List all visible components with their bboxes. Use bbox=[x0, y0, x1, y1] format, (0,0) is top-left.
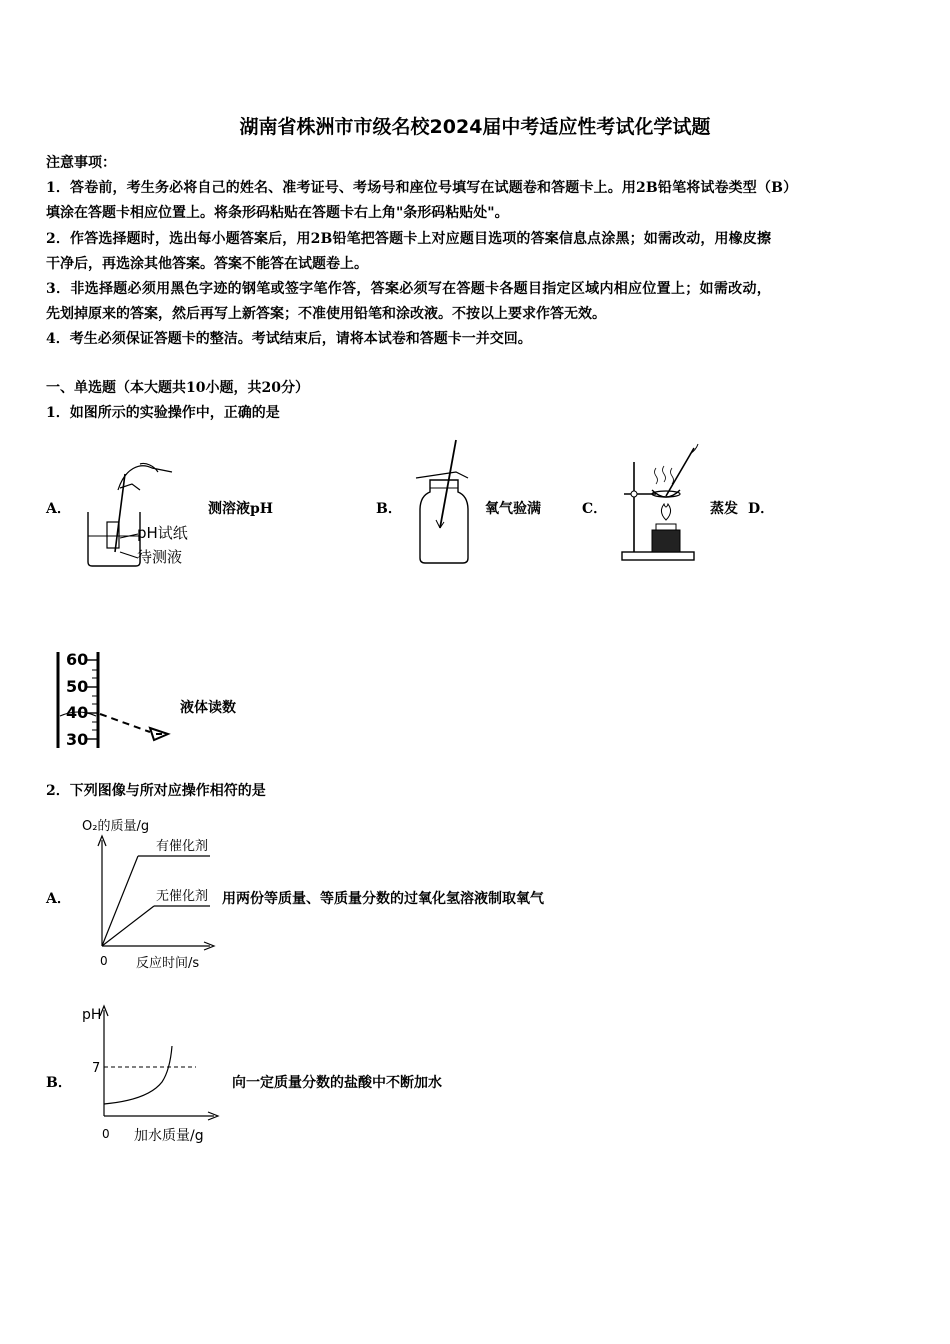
q1-option-b-letter: B． bbox=[376, 501, 402, 517]
test-liquid-label: 待测液 bbox=[137, 548, 183, 566]
series-ph bbox=[104, 1046, 172, 1104]
ph-paper-label: pH试纸 bbox=[137, 524, 188, 542]
q1-option-d-letter: D． bbox=[748, 501, 775, 517]
graduated-cylinder-illustration bbox=[46, 648, 176, 752]
tick-50: 50 bbox=[66, 677, 89, 696]
ph-test-illustration bbox=[80, 460, 200, 570]
notice-line-6: 先划掉原来的答案，然后再写上新答案；不准使用铅笔和涂改液。不按以上要求作答无效。 bbox=[46, 306, 606, 322]
q2-option-a-caption: 用两份等质量、等质量分数的过氧化氢溶液制取氧气 bbox=[222, 891, 544, 907]
q1-option-d-caption: 液体读数 bbox=[180, 700, 236, 716]
label-without-catalyst: 无催化剂 bbox=[156, 889, 209, 904]
tick-60: 60 bbox=[66, 650, 89, 669]
q2-option-b-letter: B． bbox=[46, 1075, 72, 1091]
tick-30: 30 bbox=[66, 730, 89, 749]
q2-stem: 2．下列图像与所对应操作相符的是 bbox=[46, 783, 266, 799]
tick-40: 40 bbox=[66, 703, 89, 722]
chart-b-xlabel: 加水质量/g bbox=[134, 1128, 204, 1144]
chart-b-origin: 0 bbox=[102, 1127, 110, 1141]
page-title: 湖南省株洲市市级名校2024届中考适应性考试化学试题 bbox=[239, 116, 711, 138]
label-with-catalyst: 有催化剂 bbox=[156, 839, 209, 854]
q1-option-a-letter: A． bbox=[46, 501, 71, 517]
ph-chart bbox=[78, 1000, 224, 1150]
q1-option-c-letter: C． bbox=[582, 501, 608, 517]
notice-line-4: 干净后，再选涂其他答案。答案不能答在试题卷上。 bbox=[46, 256, 368, 272]
evaporation-illustration bbox=[618, 438, 702, 566]
notice-line-7: 4．考生必须保证答题卡的整洁。考试结束后，请将本试卷和答题卡一并交回。 bbox=[46, 331, 532, 347]
oxygen-mass-chart bbox=[78, 814, 220, 974]
q2-option-b-caption: 向一定质量分数的盐酸中不断加水 bbox=[232, 1075, 442, 1091]
notice-heading: 注意事项： bbox=[46, 155, 116, 171]
q1-option-c-caption: 蒸发 bbox=[710, 501, 738, 517]
q2-option-a-letter: A． bbox=[46, 891, 71, 907]
q1-stem: 1．如图所示的实验操作中，正确的是 bbox=[46, 405, 280, 421]
notice-line-3: 2．作答选择题时，选出每小题答案后，用2B铅笔把答题卡上对应题目选项的答案信息点涂黑；如需改动，用橡皮擦 bbox=[46, 231, 772, 247]
q1-option-b-caption: 氧气验满 bbox=[485, 501, 541, 517]
chart-a-xlabel: 反应时间/s bbox=[136, 956, 200, 971]
chart-a-ylabel: O₂的质量/g bbox=[82, 819, 150, 834]
notice-line-5: 3．非选择题必须用黑色字迹的钢笔或签字笔作答，答案必须写在答题卡各题目指定区域内相应位置上；如需改动， bbox=[46, 281, 772, 297]
q1-option-a-caption: 测溶液pH bbox=[208, 501, 274, 517]
notice-line-1: 1．答卷前，考生务必将自己的姓名、准考证号、考场号和座位号填写在试题卷和答题卡上。用2B铅笔将试卷类型（B） bbox=[46, 180, 798, 196]
chart-b-ref-7: 7 bbox=[92, 1061, 101, 1076]
notice-line-2: 填涂在答题卡相应位置上。将条形码粘贴在答题卡右上角"条形码粘贴处"。 bbox=[46, 205, 509, 221]
section-heading: 一、单选题（本大题共10小题，共20分） bbox=[46, 380, 309, 396]
chart-b-ylabel: pH bbox=[82, 1007, 102, 1023]
oxygen-bottle-illustration bbox=[410, 436, 480, 568]
chart-a-origin: 0 bbox=[100, 954, 108, 968]
